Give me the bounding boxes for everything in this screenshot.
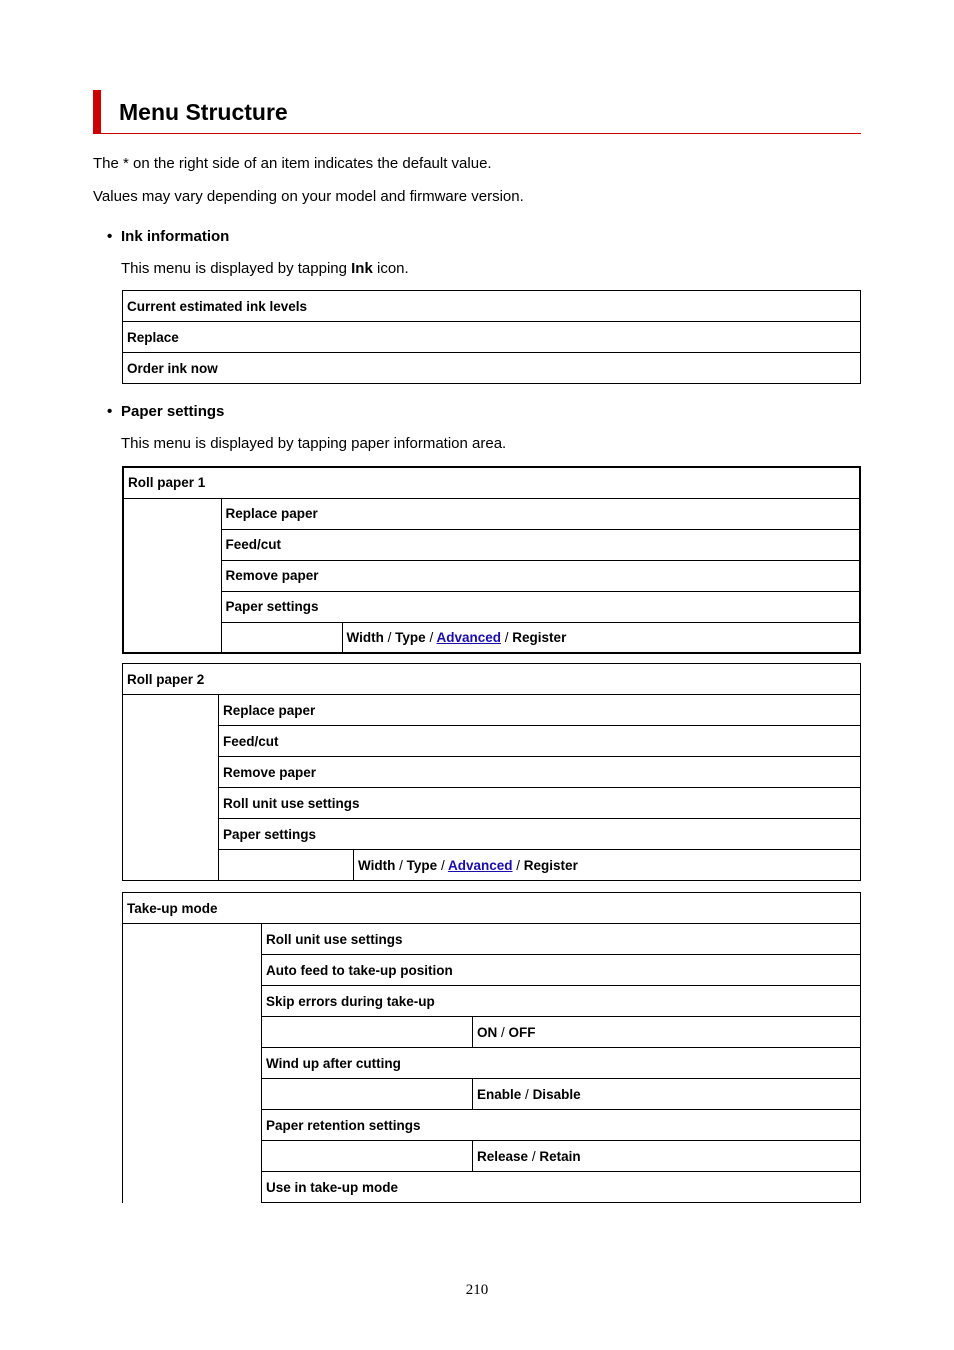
paper-settings-options <box>342 622 860 653</box>
indent-cell <box>221 622 342 653</box>
heading-accent-bar <box>93 90 101 133</box>
indent-cell <box>123 498 221 653</box>
menu-item-skip-errors[interactable]: Skip errors during take-up <box>262 986 861 1017</box>
separator: / <box>531 1148 536 1164</box>
option-width[interactable]: Width <box>346 629 384 645</box>
option-retain[interactable]: Retain <box>539 1148 581 1164</box>
intro-version-note: Values may vary depending on your model and firmware version. <box>93 188 524 205</box>
bullet-paper-settings <box>107 403 225 420</box>
menu-item-paper-settings[interactable]: Paper settings <box>219 819 861 850</box>
menu-item-auto-feed-take-up[interactable]: Auto feed to take-up position <box>262 955 861 986</box>
take-up-mode-title[interactable]: Take-up mode <box>123 893 861 924</box>
roll-paper-1-table <box>122 466 861 654</box>
bullet-label: Paper settings <box>121 403 225 420</box>
separator: / <box>516 857 521 873</box>
take-up-mode-table <box>122 892 861 1203</box>
separator: / <box>440 857 445 873</box>
paper-description: This menu is displayed by tapping paper information area. <box>121 435 507 452</box>
bullet-dot-icon: • <box>107 228 113 245</box>
menu-item-wind-up-after-cutting[interactable]: Wind up after cutting <box>262 1048 861 1079</box>
retention-options <box>473 1141 861 1172</box>
menu-item-feed-cut[interactable]: Feed/cut <box>221 529 860 560</box>
menu-item-remove-paper[interactable]: Remove paper <box>221 560 860 591</box>
option-enable[interactable]: Enable <box>477 1086 522 1102</box>
advanced-link[interactable]: Advanced <box>447 857 513 873</box>
indent-cell <box>262 1079 473 1110</box>
roll-paper-2-title[interactable]: Roll paper 2 <box>123 664 861 695</box>
intro-default-note: The * on the right side of an item indicates the default value. <box>93 155 492 172</box>
menu-item-roll-unit-use-settings[interactable]: Roll unit use settings <box>262 924 861 955</box>
indent-cell <box>123 695 219 881</box>
skip-errors-options <box>473 1017 861 1048</box>
page-title: Menu Structure <box>119 99 288 125</box>
option-type[interactable]: Type <box>395 629 426 645</box>
bullet-label: Ink information <box>121 228 230 245</box>
separator: / <box>525 1086 529 1102</box>
ink-desc-tail: icon. <box>372 260 409 277</box>
separator: / <box>429 629 434 645</box>
paper-settings-options <box>354 850 861 881</box>
option-type[interactable]: Type <box>406 857 438 873</box>
indent-cell <box>262 1141 473 1172</box>
menu-item-replace[interactable]: Replace <box>123 322 861 353</box>
menu-item-paper-retention-settings[interactable]: Paper retention settings <box>262 1110 861 1141</box>
page-number: 210 <box>465 1282 489 1298</box>
menu-item-replace-paper[interactable]: Replace paper <box>221 498 860 529</box>
indent-cell <box>262 1017 473 1048</box>
ink-desc-bold: Ink <box>351 260 373 277</box>
wind-up-options <box>473 1079 861 1110</box>
menu-item-use-in-take-up-mode[interactable]: Use in take-up mode <box>262 1172 861 1203</box>
separator: / <box>399 857 403 873</box>
menu-item-remove-paper[interactable]: Remove paper <box>219 757 861 788</box>
menu-item-current-ink-levels[interactable]: Current estimated ink levels <box>123 291 861 322</box>
bullet-dot-icon: • <box>107 403 113 420</box>
option-width[interactable]: Width <box>358 857 396 873</box>
roll-paper-1-title[interactable]: Roll paper 1 <box>123 467 860 498</box>
option-off[interactable]: OFF <box>508 1024 536 1040</box>
roll-paper-2-table <box>122 663 861 881</box>
option-register[interactable]: Register <box>512 629 567 645</box>
bullet-ink-information <box>107 228 230 245</box>
option-on[interactable]: ON <box>477 1024 498 1040</box>
option-register[interactable]: Register <box>523 857 578 873</box>
advanced-link[interactable]: Advanced <box>436 629 501 645</box>
separator: / <box>504 629 509 645</box>
indent-cell <box>123 924 262 1203</box>
ink-menu-table <box>122 290 861 384</box>
option-disable[interactable]: Disable <box>532 1086 581 1102</box>
menu-item-roll-unit-use-settings[interactable]: Roll unit use settings <box>219 788 861 819</box>
section-heading <box>93 90 861 134</box>
separator: / <box>387 629 392 645</box>
menu-item-replace-paper[interactable]: Replace paper <box>219 695 861 726</box>
separator: / <box>501 1024 505 1040</box>
option-release[interactable]: Release <box>477 1148 529 1164</box>
menu-item-paper-settings[interactable]: Paper settings <box>221 591 860 622</box>
indent-cell <box>219 850 354 881</box>
ink-description <box>121 260 409 277</box>
menu-item-feed-cut[interactable]: Feed/cut <box>219 726 861 757</box>
menu-item-order-ink-now[interactable]: Order ink now <box>123 353 861 384</box>
ink-desc-text: This menu is displayed by tapping <box>121 260 352 277</box>
